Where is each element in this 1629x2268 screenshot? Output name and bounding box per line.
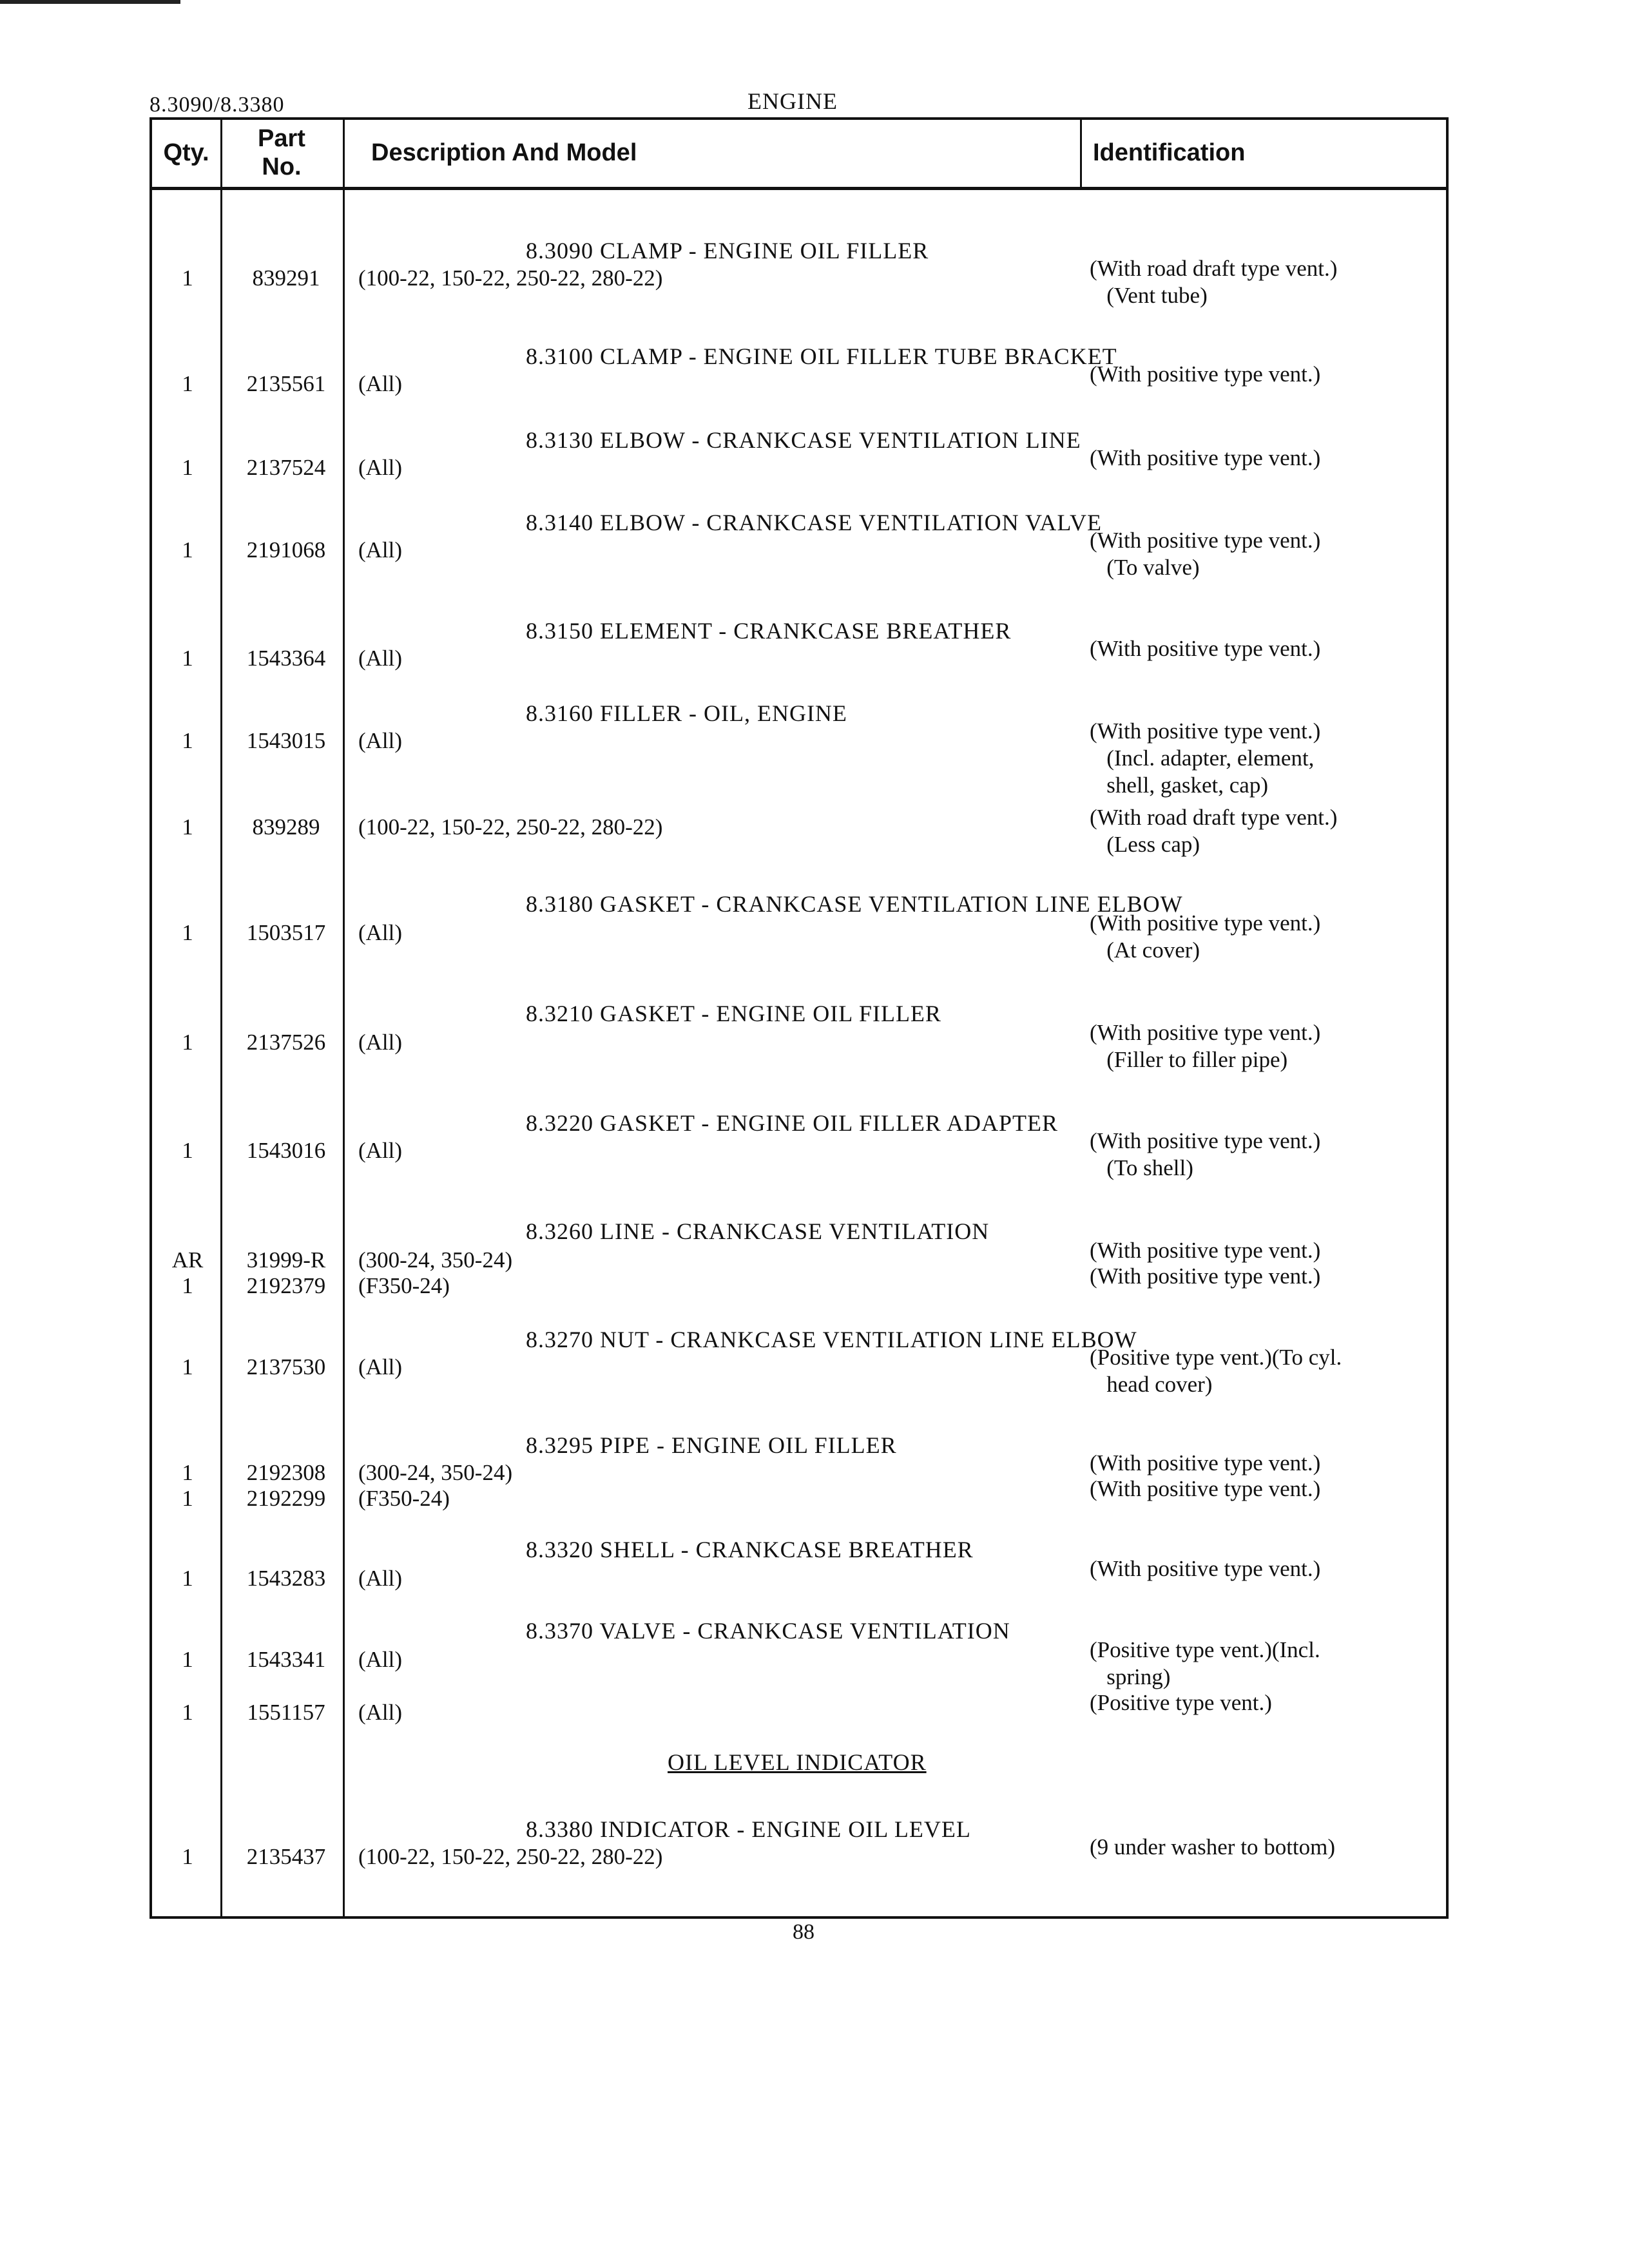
- item-model: (All): [358, 371, 403, 396]
- identification-line: shell, gasket, cap): [1090, 773, 1268, 798]
- item-part-no: 2135437: [246, 1844, 326, 1869]
- item-model: (300-24, 350-24): [358, 1460, 513, 1485]
- item-model: (All): [358, 1700, 403, 1725]
- item-qty: 1: [182, 371, 193, 396]
- item-part-no: 31999-R: [246, 1247, 326, 1273]
- top-rule: [0, 0, 180, 4]
- item-part-no: 839289: [252, 814, 320, 840]
- item-title: 8.3295 PIPE - ENGINE OIL FILLER: [526, 1432, 897, 1458]
- item-qty: 1: [182, 1486, 193, 1511]
- page-range: 8.3090/8.3380: [149, 93, 285, 117]
- item-identification: [1090, 635, 1320, 662]
- item-model: (100-22, 150-22, 250-22, 280-22): [358, 814, 663, 840]
- item-part-no: 1551157: [247, 1700, 325, 1725]
- item-identification: [1090, 1637, 1320, 1691]
- item-model: (All): [358, 1566, 403, 1591]
- item-part-no: 839291: [252, 265, 320, 291]
- item-qty: 1: [182, 646, 193, 671]
- item-part-no: 1543283: [246, 1566, 326, 1591]
- identification-line: (Positive type vent.)(To cyl.: [1090, 1345, 1342, 1370]
- item-part-no: 2135561: [246, 371, 326, 396]
- item-identification: [1090, 804, 1337, 858]
- identification-line: (To shell): [1090, 1155, 1193, 1180]
- item-identification: [1090, 718, 1320, 799]
- parts-table: [149, 117, 1449, 1919]
- item-model: (All): [358, 1647, 403, 1672]
- item-qty: 1: [182, 455, 193, 480]
- item-identification: [1090, 1555, 1320, 1582]
- identification-line: (With positive type vent.): [1090, 718, 1321, 744]
- identification-line: (With positive type vent.): [1090, 910, 1321, 936]
- item-qty: 1: [182, 1844, 193, 1869]
- item-model: (All): [358, 1354, 403, 1379]
- identification-line: spring): [1090, 1664, 1171, 1689]
- item-model: (All): [358, 1138, 403, 1163]
- item-title: 8.3130 ELBOW - CRANKCASE VENTILATION LINE: [526, 427, 1081, 453]
- identification-line: (Filler to filler pipe): [1090, 1047, 1288, 1072]
- item-part-no: 2191068: [246, 537, 326, 562]
- item-qty: 1: [182, 1460, 193, 1485]
- identification-line: (Incl. adapter, element,: [1090, 745, 1315, 771]
- item-identification: [1090, 1834, 1335, 1861]
- item-qty: 1: [182, 1647, 193, 1672]
- identification-line: (With road draft type vent.): [1090, 256, 1338, 281]
- item-part-no: 2137524: [246, 455, 326, 480]
- header-part-no: [220, 120, 343, 187]
- item-qty: 1: [182, 728, 193, 753]
- item-title: 8.3150 ELEMENT - CRANKCASE BREATHER: [526, 618, 1012, 644]
- identification-line: (With positive type vent.): [1090, 1020, 1321, 1045]
- identification-line: (To valve): [1090, 555, 1200, 580]
- item-title: 8.3220 GASKET - ENGINE OIL FILLER ADAPTER: [526, 1110, 1058, 1136]
- item-model: (F350-24): [358, 1273, 450, 1298]
- identification-line: (With positive type vent.): [1090, 1264, 1321, 1289]
- identification-line: (Positive type vent.)(Incl.: [1090, 1637, 1320, 1662]
- header-part-line2: No.: [262, 153, 302, 180]
- item-identification: [1090, 445, 1320, 472]
- item-part-no: 2192299: [246, 1486, 326, 1511]
- item-model: (F350-24): [358, 1486, 450, 1511]
- item-qty: 1: [182, 1138, 193, 1163]
- item-part-no: 1503517: [246, 920, 326, 945]
- item-qty: 1: [182, 1354, 193, 1379]
- identification-line: (With road draft type vent.): [1090, 805, 1338, 830]
- item-model: (All): [358, 1030, 403, 1055]
- item-identification: [1090, 1128, 1320, 1182]
- item-part-no: 2192308: [246, 1460, 326, 1485]
- header-identification: Identification: [1093, 139, 1246, 167]
- item-identification: [1090, 1689, 1272, 1716]
- item-qty: AR: [171, 1247, 204, 1273]
- item-part-no: 2137530: [246, 1354, 326, 1379]
- item-qty: 1: [182, 1030, 193, 1055]
- rule-right-inner: [1446, 189, 1449, 1919]
- item-qty: 1: [182, 537, 193, 562]
- item-model: (100-22, 150-22, 250-22, 280-22): [358, 1844, 663, 1869]
- identification-line: head cover): [1090, 1372, 1213, 1397]
- identification-line: (9 under washer to bottom): [1090, 1834, 1336, 1860]
- page-number: 88: [793, 1920, 815, 1944]
- identification-line: (With positive type vent.): [1090, 528, 1321, 553]
- item-qty: 1: [182, 1566, 193, 1591]
- item-qty: 1: [182, 814, 193, 840]
- identification-line: (At cover): [1090, 937, 1200, 963]
- identification-line: (With positive type vent.): [1090, 1450, 1321, 1475]
- item-title: 8.3270 NUT - CRANKCASE VENTILATION LINE ELBOW: [526, 1327, 1137, 1352]
- item-model: (All): [358, 920, 403, 945]
- item-identification: [1090, 910, 1320, 964]
- item-qty: 1: [182, 265, 193, 291]
- item-title: 8.3090 CLAMP - ENGINE OIL FILLER: [526, 238, 929, 264]
- item-qty: 1: [182, 1700, 193, 1725]
- section-heading: OIL LEVEL INDICATOR: [668, 1749, 927, 1775]
- item-identification: [1090, 1475, 1320, 1503]
- item-part-no: 1543364: [246, 646, 326, 671]
- item-identification: [1090, 1019, 1320, 1073]
- item-model: (All): [358, 455, 403, 480]
- item-title: 8.3140 ELBOW - CRANKCASE VENTILATION VALVE: [526, 510, 1103, 535]
- item-identification: [1090, 527, 1320, 581]
- item-title: 8.3380 INDICATOR - ENGINE OIL LEVEL: [526, 1816, 971, 1842]
- identification-line: (With positive type vent.): [1090, 1476, 1321, 1501]
- identification-line: (Vent tube): [1090, 283, 1208, 308]
- item-identification: [1090, 255, 1337, 309]
- identification-line: (With positive type vent.): [1090, 445, 1321, 470]
- item-qty: 1: [182, 920, 193, 945]
- item-identification: [1090, 1237, 1320, 1264]
- identification-line: (Less cap): [1090, 832, 1200, 857]
- item-title: 8.3100 CLAMP - ENGINE OIL FILLER TUBE BRACKET: [526, 343, 1117, 369]
- table-header: [152, 120, 1446, 190]
- item-title: 8.3180 GASKET - CRANKCASE VENTILATION LINE ELBOW: [526, 891, 1183, 917]
- item-model: (All): [358, 728, 403, 753]
- item-title: 8.3160 FILLER - OIL, ENGINE: [526, 700, 847, 726]
- item-identification: [1090, 361, 1320, 388]
- item-model: (All): [358, 646, 403, 671]
- section-title: ENGINE: [747, 88, 838, 114]
- item-model: (300-24, 350-24): [358, 1247, 513, 1273]
- item-title: 8.3260 LINE - CRANKCASE VENTILATION: [526, 1218, 990, 1244]
- header-part-line1: Part: [258, 125, 305, 153]
- identification-line: (With positive type vent.): [1090, 636, 1321, 661]
- item-title: 8.3210 GASKET - ENGINE OIL FILLER: [526, 1001, 941, 1026]
- item-part-no: 1543016: [246, 1138, 326, 1163]
- header-description: Description And Model: [371, 139, 637, 167]
- identification-line: (Positive type vent.): [1090, 1690, 1272, 1715]
- rule-ident-header: [1080, 120, 1082, 189]
- item-part-no: 2137526: [246, 1030, 326, 1055]
- item-title: 8.3370 VALVE - CRANKCASE VENTILATION: [526, 1618, 1010, 1644]
- item-part-no: 1543015: [246, 728, 326, 753]
- item-identification: [1090, 1263, 1320, 1290]
- item-part-no: 2192379: [246, 1273, 326, 1298]
- item-identification: [1090, 1450, 1320, 1477]
- identification-line: (With positive type vent.): [1090, 1128, 1321, 1153]
- item-qty: 1: [182, 1273, 193, 1298]
- item-identification: [1090, 1344, 1342, 1398]
- item-part-no: 1543341: [246, 1647, 326, 1672]
- item-model: (All): [358, 537, 403, 562]
- identification-line: (With positive type vent.): [1090, 361, 1321, 387]
- item-title: 8.3320 SHELL - CRANKCASE BREATHER: [526, 1537, 974, 1562]
- identification-line: (With positive type vent.): [1090, 1238, 1321, 1263]
- identification-line: (With positive type vent.): [1090, 1556, 1321, 1581]
- header-qty: Qty.: [163, 139, 209, 167]
- item-model: (100-22, 150-22, 250-22, 280-22): [358, 265, 663, 291]
